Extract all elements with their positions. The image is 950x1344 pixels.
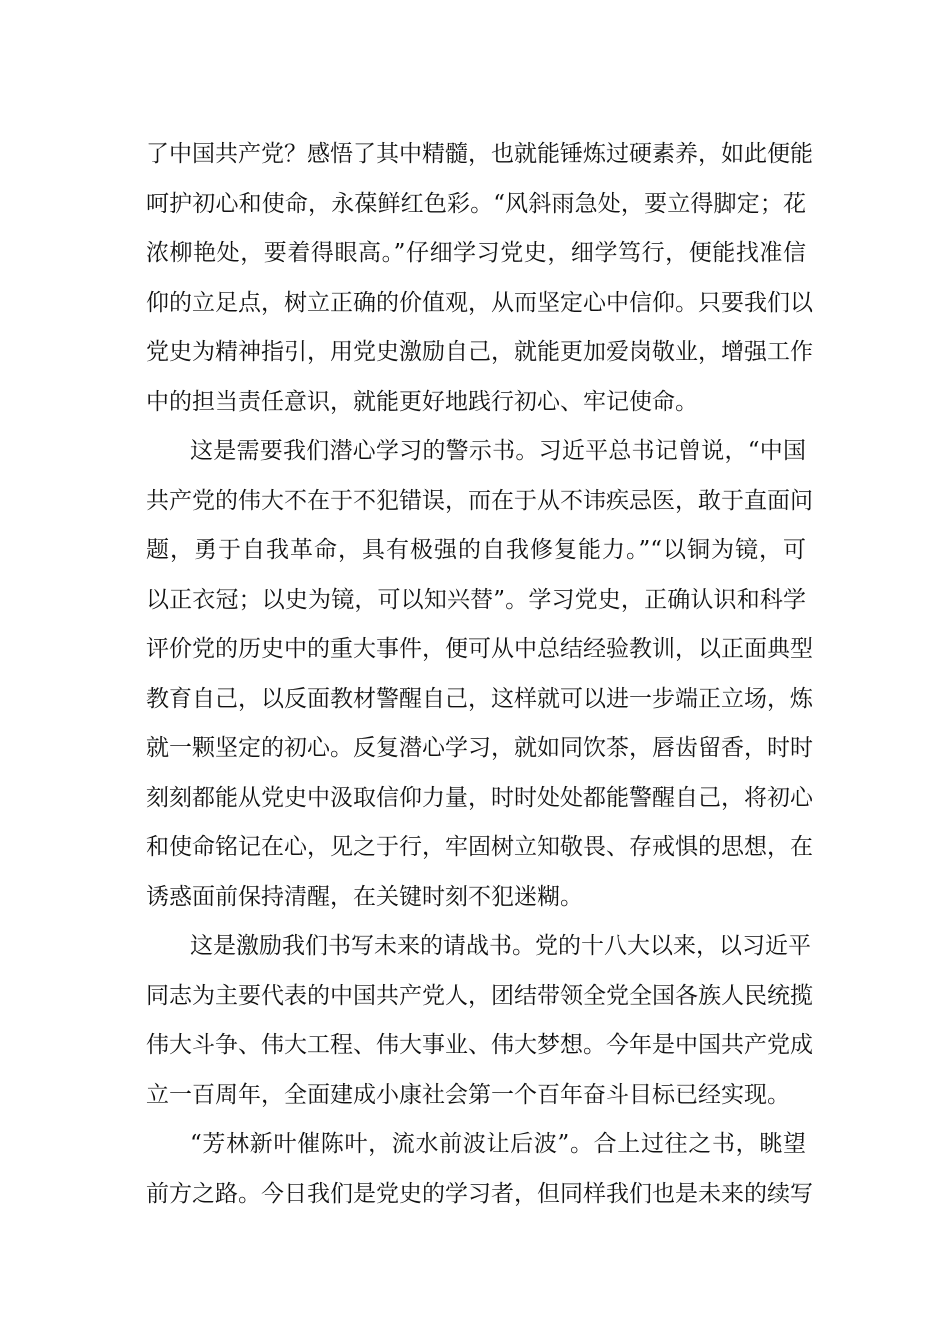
text-line: 评价党的历史中的重大事件，便可从中总结经验教训，以正面典型 bbox=[146, 636, 813, 662]
text-line: 题，勇于自我革命，具有极强的自我修复能力。”“以铜为镜，可 bbox=[146, 537, 806, 563]
paragraph-first-line: “芳林新叶催陈叶，流水前波让后波”。合上过往之书，眺望 bbox=[190, 1131, 806, 1157]
text-line: 和使命铭记在心，见之于行，牢固树立知敬畏、存戒惧的思想，在 bbox=[146, 834, 813, 860]
text-line: 诱惑面前保持清醒，在关键时刻不犯迷糊。 bbox=[146, 883, 583, 910]
text-line: 了中国共产党？感悟了其中精髓，也就能锤炼过硬素养，如此便能 bbox=[146, 141, 813, 167]
paragraph-first-line: 这是激励我们书写未来的请战书。党的十八大以来，以习近平 bbox=[190, 933, 811, 959]
text-line: 以正衣冠；以史为镜，可以知兴替”。学习党史，正确认识和科学 bbox=[146, 586, 806, 613]
text-line: 呵护初心和使命，永葆鲜红色彩。“风斜雨急处，要立得脚定；花 bbox=[146, 190, 806, 217]
text-line: 前方之路。今日我们是党史的学习者，但同样我们也是未来的续写 bbox=[146, 1180, 813, 1207]
text-line: 伟大斗争、伟大工程、伟大事业、伟大梦想。今年是中国共产党成 bbox=[146, 1032, 813, 1058]
text-line: 就一颗坚定的初心。反复潜心学习，就如同饮茶，唇齿留香，时时 bbox=[146, 735, 813, 761]
paragraph-first-line: 这是需要我们潜心学习的警示书。习近平总书记曾说，“中国 bbox=[190, 438, 806, 464]
text-line: 党史为精神指引，用党史激励自己，就能更加爱岗敬业，增强工作 bbox=[146, 339, 813, 365]
text-line: 同志为主要代表的中国共产党人，团结带领全党全国各族人民统揽 bbox=[146, 982, 813, 1009]
text-line: 仰的立足点，树立正确的价值观，从而坚定心中信仰。只要我们以 bbox=[146, 289, 813, 316]
document-body bbox=[146, 130, 813, 1219]
text-line: 立一百周年，全面建成小康社会第一个百年奋斗目标已经实现。 bbox=[146, 1081, 790, 1108]
text-line: 中的担当责任意识，就能更好地践行初心、牢记使命。 bbox=[146, 388, 698, 415]
text-line: 教育自己，以反面教材警醒自己，这样就可以进一步端正立场，炼 bbox=[146, 685, 813, 712]
text-line: 刻刻都能从党史中汲取信仰力量，时时处处都能警醒自己，将初心 bbox=[146, 784, 813, 811]
text-line: 共产党的伟大不在于不犯错误，而在于从不讳疾忌医，敢于直面问 bbox=[146, 487, 813, 514]
text-line: 浓柳艳处，要着得眼高。”仔细学习党史，细学笃行，便能找准信 bbox=[146, 240, 806, 266]
